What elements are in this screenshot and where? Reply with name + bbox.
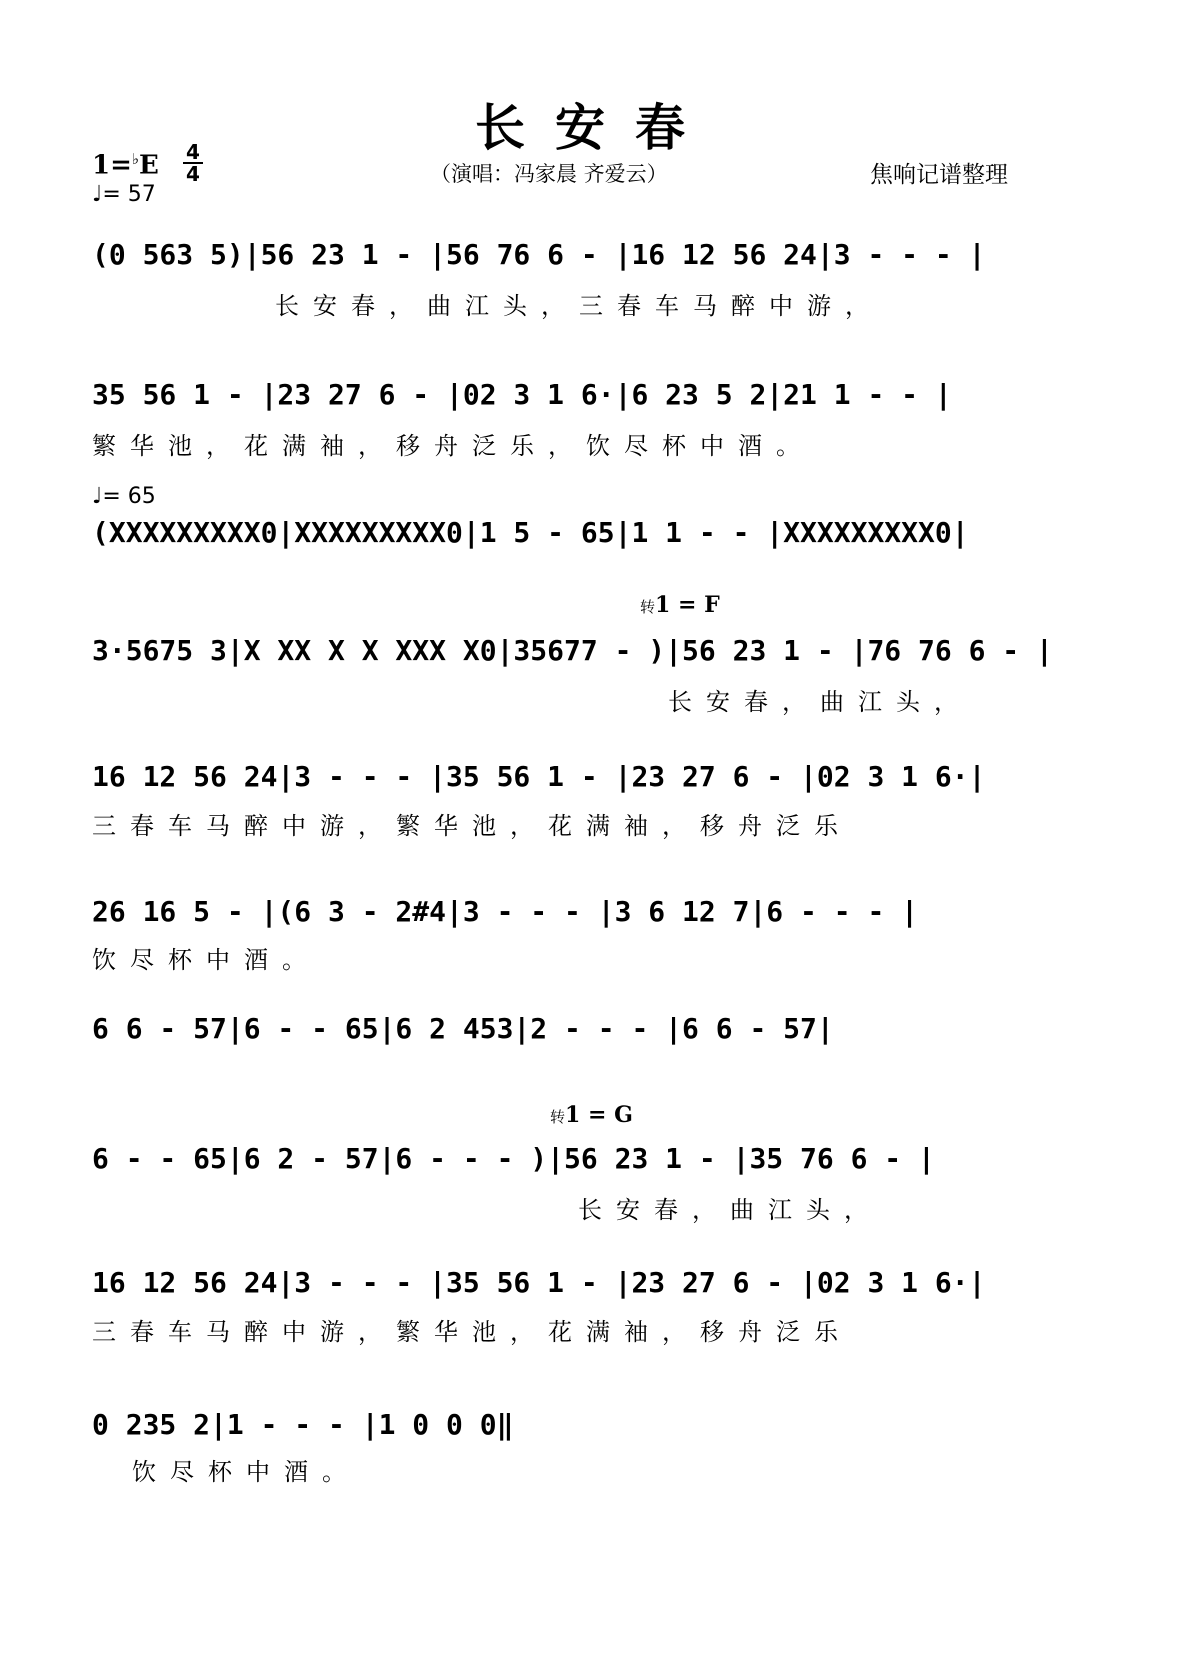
score-row-7: 6 6 - 57|6 - - 65|6 2 453|2 - - - |6 6 - 57| bbox=[92, 1012, 834, 1045]
lyric-row-2: 繁华池，花满袖，移舟泛乐，饮尽杯中酒。 bbox=[92, 432, 814, 460]
key-prefix: 1= bbox=[92, 150, 132, 181]
lyric-row-1: 长安春，曲江头，三春车马醉中游， bbox=[275, 292, 883, 320]
tempo-marking: ♩= 57 bbox=[92, 182, 156, 207]
score-row-6: 26 16 5 - |(6 3 - 2#4|3 - - - |3 6 12 7|6 - - - | bbox=[92, 895, 919, 928]
flat-sign: ♭ bbox=[131, 150, 139, 168]
score-row-1: (0 563 5)|56 23 1 - |56 76 6 - |16 12 56 24|3 - - - | bbox=[92, 238, 986, 271]
lyric-row-10: 饮尽杯中酒。 bbox=[132, 1458, 360, 1486]
lyric-row-8: 长安春，曲江头， bbox=[578, 1196, 882, 1224]
modulation-marker-g bbox=[550, 1102, 633, 1128]
lyric-row-5: 三春车马醉中游，繁华池，花满袖，移舟泛乐 bbox=[92, 812, 852, 840]
modulation-marker-f bbox=[640, 592, 720, 618]
key-letter: E bbox=[138, 150, 159, 181]
score-row-4: 3·5675 3|X XX X X XXX X0|35677 - )|56 23 1 - |76 76 6 - | bbox=[92, 634, 1053, 667]
arranger-credit: 焦响记谱整理 bbox=[870, 162, 1008, 188]
lyric-row-9: 三春车马醉中游，繁华池，花满袖，移舟泛乐 bbox=[92, 1318, 852, 1346]
score-row-8: 6 - - 65|6 2 - 57|6 - - - )|56 23 1 - |35 76 6 - | bbox=[92, 1142, 935, 1175]
score-row-9: 16 12 56 24|3 - - - |35 56 1 - |23 27 6 - |02 3 1 6·| bbox=[92, 1266, 986, 1299]
meter-top: 4 bbox=[186, 140, 200, 164]
song-title: 长安春 bbox=[475, 98, 715, 157]
modulation-key-2: 1 = G bbox=[565, 1102, 633, 1128]
time-signature bbox=[183, 142, 203, 184]
score-row-2: 35 56 1 - |23 27 6 - |02 3 1 6·|6 23 5 2|21 1 - - | bbox=[92, 378, 952, 411]
modulation-key: 1 = F bbox=[655, 592, 720, 618]
singer-credit: （演唱：冯家晨 齐爱云） bbox=[430, 162, 668, 186]
meter-bottom: 4 bbox=[186, 162, 200, 186]
score-row-10: 0 235 2|1 - - - |1 0 0 0‖ bbox=[92, 1408, 514, 1441]
lyric-row-4: 长安春，曲江头， bbox=[668, 688, 972, 716]
key-signature bbox=[92, 150, 159, 181]
tempo-marking-2: ♩= 65 bbox=[92, 484, 156, 509]
modulation-prefix-2: 转 bbox=[550, 1108, 566, 1126]
modulation-prefix: 转 bbox=[640, 598, 656, 616]
lyric-row-6: 饮尽杯中酒。 bbox=[92, 946, 320, 974]
score-row-5: 16 12 56 24|3 - - - |35 56 1 - |23 27 6 - |02 3 1 6·| bbox=[92, 760, 986, 793]
score-row-3: (XXXXXXXXX0|XXXXXXXXX0|1 5 - 65|1 1 - - |XXXXXXXXX0| bbox=[92, 516, 969, 549]
